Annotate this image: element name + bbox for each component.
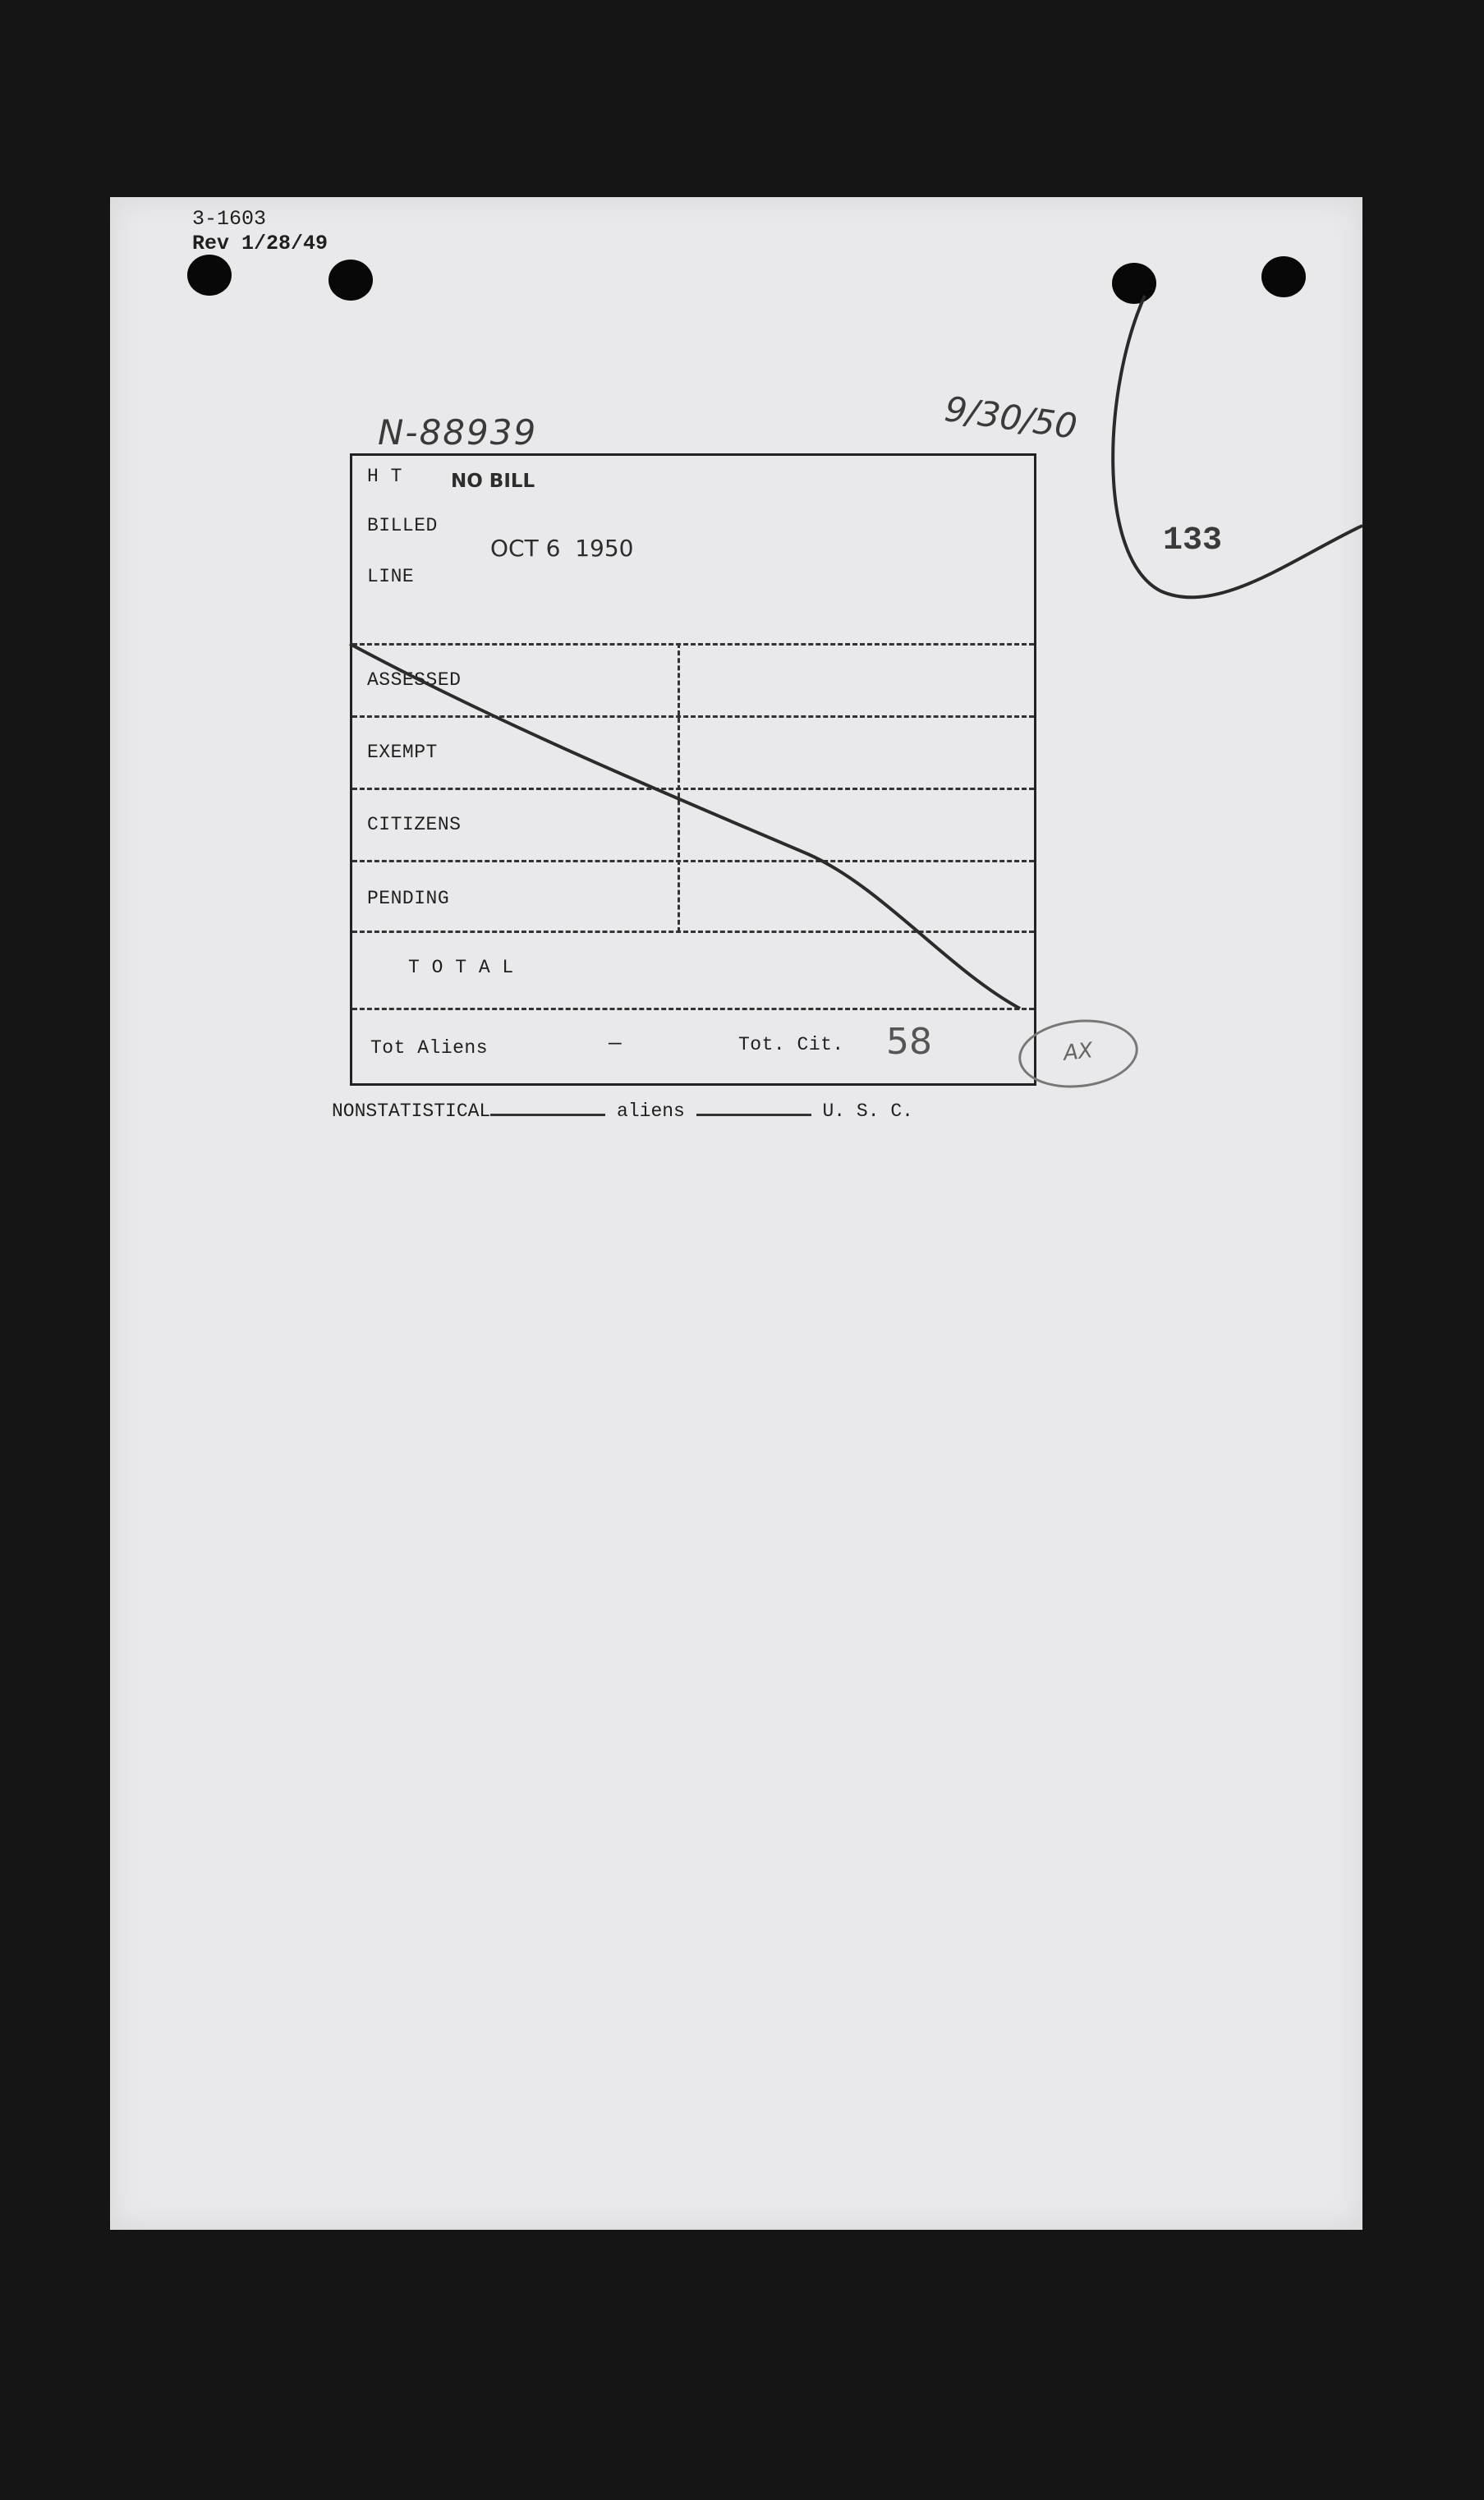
handwritten-date: 9/30/50 <box>942 388 1080 448</box>
row-label-citizens: CITIZENS <box>367 814 462 835</box>
form-code <box>192 207 328 256</box>
nonstatistical-line <box>332 1101 913 1122</box>
tot-cit-value: 58 <box>886 1021 932 1063</box>
case-number: N-88939 <box>378 412 538 453</box>
document-page <box>110 197 1362 2230</box>
row-label-pending: PENDING <box>367 888 450 909</box>
tot-cit-label: Tot. Cit. <box>738 1034 844 1055</box>
line-label: LINE <box>367 566 415 587</box>
ht-label: H T <box>367 466 402 487</box>
blank-line <box>490 1110 605 1116</box>
initials: AX <box>1062 1038 1095 1066</box>
billed-label: BILLED <box>367 515 438 536</box>
form-number: 3-1603 <box>192 207 267 231</box>
punch-hole-left-2 <box>329 260 373 301</box>
total-label: T O T A L <box>408 957 514 978</box>
row-label-exempt: EXEMPT <box>367 742 438 763</box>
billed-date-stamp: OCT 6 1950 <box>490 535 634 562</box>
page-number: 133 <box>1163 522 1223 559</box>
diagonal-strike-line <box>348 641 1038 1027</box>
row-label-assessed: ASSESSED <box>367 669 462 691</box>
form-revision: Rev 1/28/49 <box>192 232 329 255</box>
nonstatistical-label: NONSTATISTICAL <box>332 1101 491 1122</box>
blank-line <box>696 1110 811 1116</box>
pencil-curve-mark <box>1087 287 1367 715</box>
aliens-label: aliens <box>617 1101 685 1122</box>
usc-label: U. S. C. <box>822 1101 913 1122</box>
tot-aliens-value: — <box>609 1031 622 1055</box>
punch-hole-left-1 <box>187 255 232 296</box>
ht-stamp-no-bill: NO BILL <box>451 471 535 492</box>
tot-aliens-label: Tot Aliens <box>370 1037 489 1059</box>
